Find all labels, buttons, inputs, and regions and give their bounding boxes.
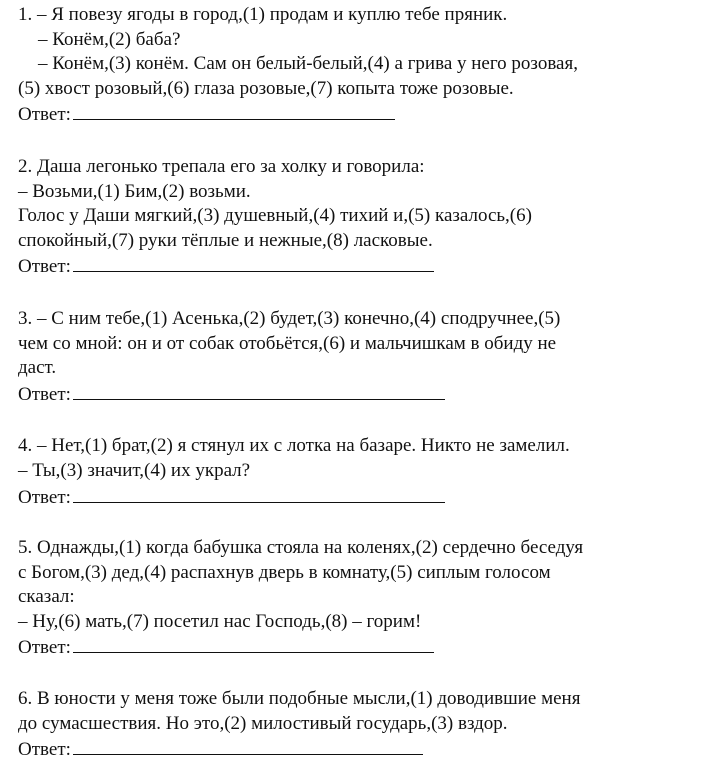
- task-1-line-4: (5) хвост розовый,(6) глаза розовые,(7) копыта тоже розовые.: [18, 77, 514, 99]
- answer-line[interactable]: [73, 736, 423, 755]
- answer-line[interactable]: [73, 381, 445, 400]
- task-1-line-2: – Конём,(2) баба?: [38, 28, 181, 50]
- task-5: [18, 536, 688, 661]
- task-1-line-1: 1. – Я повезу ягоды в город,(1) продам и куплю тебе пряник.: [18, 4, 508, 25]
- task-6-line-1: 6. В юности у меня тоже были подобные мысли,(1) доводившие меня: [18, 688, 581, 710]
- task-2-line-4: спокойный,(7) руки тёплые и нежные,(8) ласковые.: [18, 229, 433, 251]
- task-6: [18, 687, 688, 763]
- task-3-line-2: чем со мной: он и от собак отобьётся,(6) и мальчишкам в обиду не: [18, 332, 557, 354]
- task-5-line-2: с Богом,(3) дед,(4) распахнув дверь в комнату,(5) сиплым голосом: [18, 561, 551, 583]
- answer-label: Ответ:: [18, 739, 71, 761]
- worksheet: [18, 3, 688, 763]
- task-1-answer: [18, 101, 688, 128]
- task-2-line-2: – Возьми,(1) Бим,(2) возьми.: [18, 180, 251, 202]
- task-5-line-1: 5. Однажды,(1) когда бабушка стояла на коленях,(2) сердечно беседуя: [18, 537, 584, 559]
- task-3: [18, 307, 688, 407]
- answer-line[interactable]: [73, 253, 434, 272]
- task-3-line-1: 3. – С ним тебе,(1) Асенька,(2) будет,(3) конечно,(4) сподручнее,(5): [18, 307, 561, 329]
- task-6-answer: [18, 736, 688, 763]
- task-2-line-1: 2. Даша легонько трепала его за холку и говорила:: [18, 155, 425, 177]
- task-1-line-3: – Конём,(3) конём. Сам он белый-белый,(4) а грива у него розовая,: [38, 53, 578, 75]
- task-5-answer: [18, 634, 688, 661]
- answer-label: Ответ:: [18, 637, 71, 659]
- task-4-line-1: 4. – Нет,(1) брат,(2) я стянул их с лотка на базаре. Никто не замелил.: [18, 435, 570, 457]
- answer-label: Ответ:: [18, 256, 71, 278]
- task-5-line-4: – Ну,(6) мать,(7) посетил нас Господь,(8) – горим!: [18, 610, 422, 632]
- answer-label: Ответ:: [18, 383, 71, 405]
- task-3-answer: [18, 381, 688, 408]
- task-2: [18, 155, 688, 280]
- answer-line[interactable]: [73, 484, 445, 503]
- task-2-line-3: Голос у Даши мягкий,(3) душевный,(4) тихий и,(5) казалось,(6): [18, 205, 532, 227]
- task-6-line-2: до сумасшествия. Но это,(2) милостивый государь,(3) вздор.: [18, 712, 508, 734]
- task-5-line-3: сказал:: [18, 586, 75, 608]
- task-4-answer: [18, 484, 688, 511]
- answer-label: Ответ:: [18, 486, 71, 508]
- task-4: [18, 434, 688, 510]
- task-4-line-2: – Ты,(3) значит,(4) их украл?: [18, 459, 251, 481]
- answer-line[interactable]: [73, 634, 434, 653]
- task-1: [18, 3, 688, 128]
- answer-line[interactable]: [73, 101, 395, 120]
- task-3-line-3: даст.: [18, 357, 57, 379]
- task-2-answer: [18, 253, 688, 280]
- answer-label: Ответ:: [18, 104, 71, 126]
